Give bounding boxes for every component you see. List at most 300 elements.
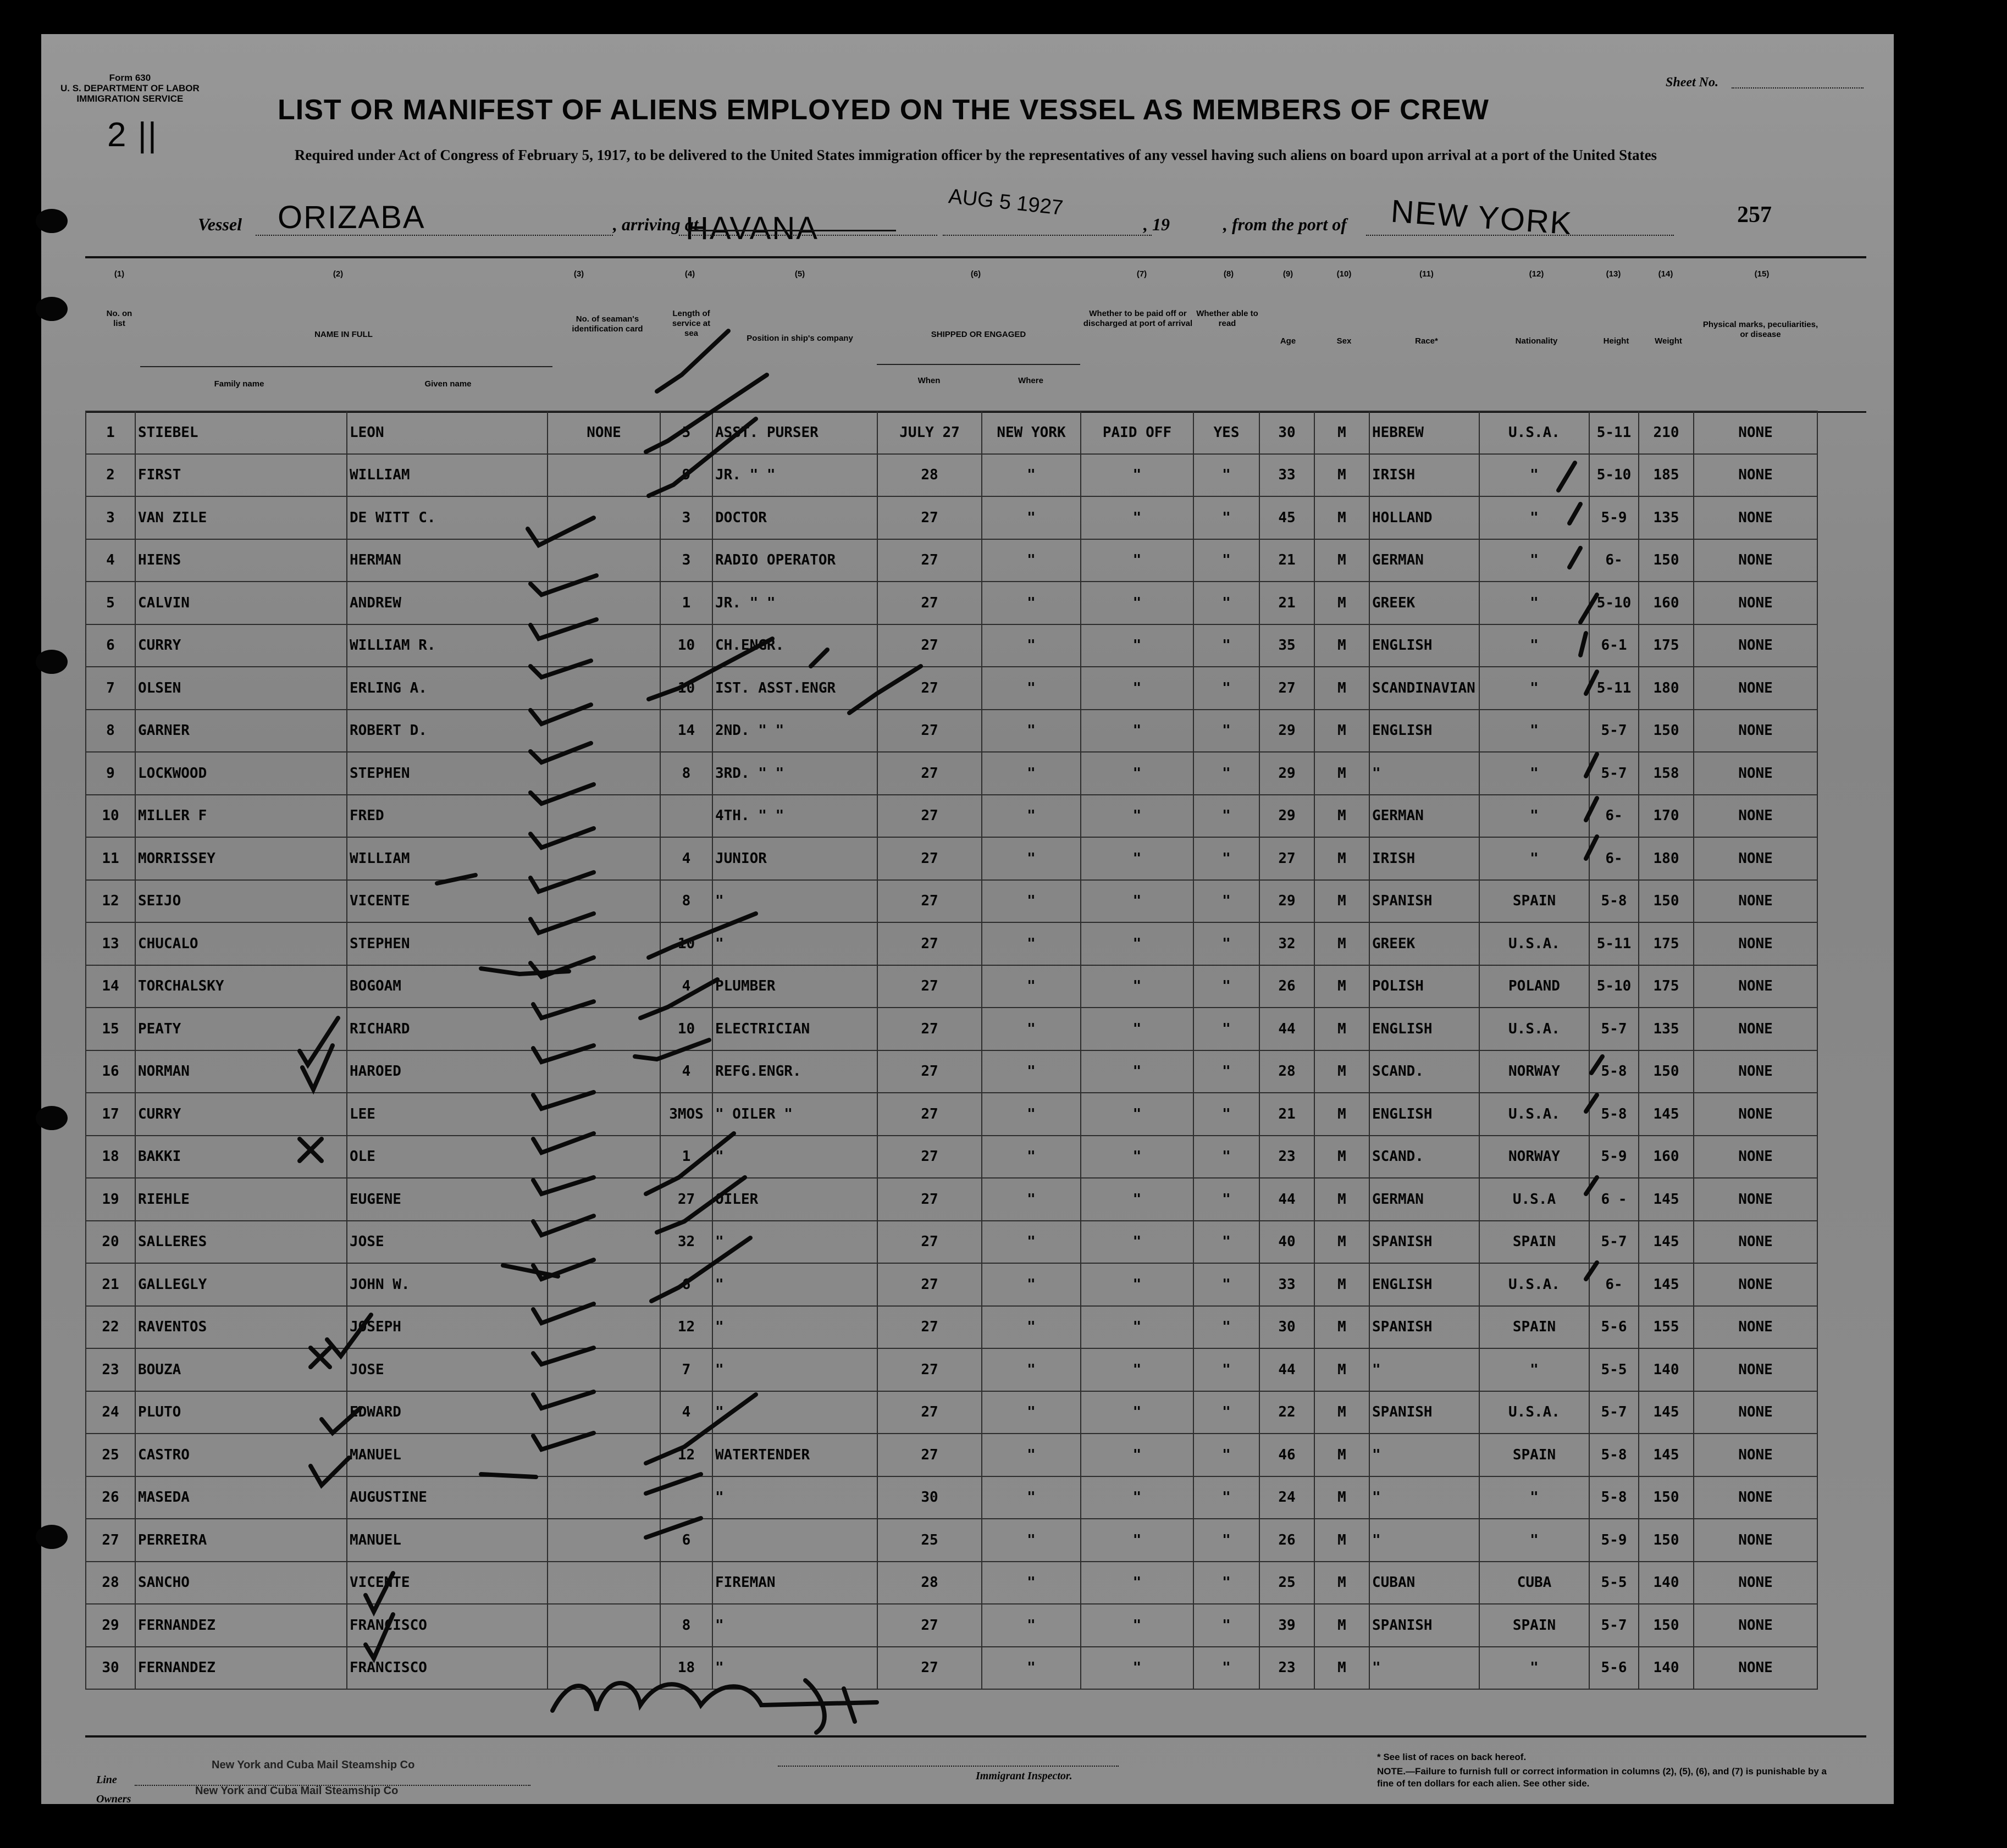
- shipped-where-cell: ": [982, 1519, 1081, 1562]
- family-name-cell: MILLER F: [135, 795, 347, 838]
- page-title: LIST OR MANIFEST OF ALIENS EMPLOYED ON THE VESSEL AS MEMBERS OF CREW: [278, 94, 1489, 126]
- paid-off-cell: ": [1081, 454, 1193, 497]
- physical-marks-cell: NONE: [1694, 1476, 1817, 1519]
- paid-off-cell: ": [1081, 1263, 1193, 1306]
- check-mark: [640, 980, 717, 1018]
- able-to-read-cell: ": [1193, 539, 1259, 582]
- nationality-cell: ": [1479, 1348, 1589, 1391]
- arriving-label: , arriving at: [613, 214, 699, 234]
- weight-cell: 180: [1639, 667, 1694, 710]
- check-mark: [533, 1433, 594, 1449]
- header-id-card: No. of seaman's identification card: [572, 314, 643, 334]
- race-cell: ENGLISH: [1369, 1093, 1479, 1136]
- check-mark: [533, 1392, 594, 1408]
- shipped-when-cell: 27: [877, 1604, 982, 1647]
- given-name-cell: FRANCISCO: [347, 1647, 548, 1690]
- nationality-cell: U.S.A.: [1479, 1263, 1589, 1306]
- sex-cell: M: [1314, 795, 1369, 838]
- row-number-cell: 23: [86, 1348, 135, 1391]
- position-cell: ": [712, 1647, 877, 1690]
- age-cell: 44: [1259, 1008, 1314, 1050]
- position-cell: PLUMBER: [712, 965, 877, 1008]
- service-length-cell: 8: [660, 752, 712, 795]
- race-cell: ENGLISH: [1369, 1263, 1479, 1306]
- weight-cell: 185: [1639, 454, 1694, 497]
- given-name-cell: MANUEL: [347, 1434, 548, 1476]
- header-shipped: SHIPPED OR ENGAGED: [931, 330, 1026, 339]
- shipped-when-cell: 27: [877, 1391, 982, 1434]
- check-mark: [300, 1018, 338, 1065]
- shipped-where-cell: ": [982, 795, 1081, 838]
- shipped-where-cell: NEW YORK: [982, 411, 1081, 454]
- col-number: (7): [1136, 269, 1147, 279]
- row-number-cell: 11: [86, 837, 135, 880]
- physical-marks-cell: NONE: [1694, 411, 1817, 454]
- check-mark: [528, 518, 594, 545]
- position-cell: OILER: [712, 1178, 877, 1221]
- service-length-cell: 10: [660, 667, 712, 710]
- position-cell: ": [712, 1136, 877, 1178]
- weight-cell: 158: [1639, 752, 1694, 795]
- col-number: (11): [1419, 269, 1434, 279]
- weight-cell: 145: [1639, 1093, 1694, 1136]
- service-length-cell: 5: [660, 411, 712, 454]
- age-cell: 39: [1259, 1604, 1314, 1647]
- shipped-when-cell: 27: [877, 1647, 982, 1690]
- shipped-when-cell: 27: [877, 1178, 982, 1221]
- weight-cell: 150: [1639, 1476, 1694, 1519]
- nationality-cell: ": [1479, 624, 1589, 667]
- header-when: When: [917, 376, 941, 385]
- family-name-cell: PEATY: [135, 1008, 347, 1050]
- given-name-cell: WILLIAM: [347, 837, 548, 880]
- given-name-cell: VICENTE: [347, 880, 548, 923]
- service-length-cell: 4: [660, 837, 712, 880]
- check-mark: [1569, 548, 1580, 567]
- header-name-in-full: NAME IN FULL: [314, 330, 373, 339]
- check-mark: [533, 1260, 594, 1279]
- able-to-read-cell: ": [1193, 1263, 1259, 1306]
- vessel-label: Vessel: [198, 214, 242, 234]
- line-label: Line: [96, 1774, 117, 1786]
- given-name-cell: JOSE: [347, 1348, 548, 1391]
- check-mark: [646, 1474, 701, 1493]
- row-number-cell: 4: [86, 539, 135, 582]
- header-service: Length of service at sea: [672, 309, 711, 338]
- able-to-read-cell: ": [1193, 1136, 1259, 1178]
- weight-cell: 160: [1639, 582, 1694, 624]
- given-name-cell: RICHARD: [347, 1008, 548, 1050]
- height-cell: 5-11: [1589, 667, 1639, 710]
- paid-off-cell: ": [1081, 880, 1193, 923]
- race-cell: ": [1369, 752, 1479, 795]
- nationality-cell: U.S.A.: [1479, 1008, 1589, 1050]
- height-cell: 5-9: [1589, 1519, 1639, 1562]
- service-length-cell: 6: [660, 1263, 712, 1306]
- family-name-cell: VAN ZILE: [135, 496, 347, 539]
- service-length-cell: 1: [660, 1136, 712, 1178]
- age-cell: 21: [1259, 1093, 1314, 1136]
- page-subtitle: Required under Act of Congress of February 5, 1917, to be delivered to the United States immigration officer by the representatives of any vessel having such aliens on board upon arrival at a port of the United States: [294, 147, 1657, 163]
- paid-off-cell: ": [1081, 837, 1193, 880]
- service-length-cell: 3: [660, 539, 712, 582]
- check-mark: [322, 1408, 360, 1433]
- row-number-cell: 20: [86, 1221, 135, 1264]
- sex-cell: M: [1314, 411, 1369, 454]
- weight-cell: 145: [1639, 1434, 1694, 1476]
- weight-cell: 140: [1639, 1562, 1694, 1604]
- position-cell: ": [712, 1306, 877, 1349]
- service-length-cell: 12: [660, 1306, 712, 1349]
- family-name-cell: CASTRO: [135, 1434, 347, 1476]
- check-mark: [533, 1002, 594, 1018]
- position-cell: FIREMAN: [712, 1562, 877, 1604]
- shipped-when-cell: 27: [877, 1136, 982, 1178]
- col-number: (1): [114, 269, 125, 279]
- weight-cell: 150: [1639, 539, 1694, 582]
- family-name-cell: HIENS: [135, 539, 347, 582]
- row-number-cell: 25: [86, 1434, 135, 1476]
- able-to-read-cell: ": [1193, 752, 1259, 795]
- family-name-cell: NORMAN: [135, 1050, 347, 1093]
- able-to-read-cell: ": [1193, 710, 1259, 753]
- physical-marks-cell: NONE: [1694, 1348, 1817, 1391]
- race-cell: GREEK: [1369, 582, 1479, 624]
- nationality-cell: SPAIN: [1479, 1306, 1589, 1349]
- family-name-cell: SEIJO: [135, 880, 347, 923]
- sex-cell: M: [1314, 1306, 1369, 1349]
- service-length-cell: 1: [660, 582, 712, 624]
- given-name-cell: LEE: [347, 1093, 548, 1136]
- able-to-read-cell: ": [1193, 1434, 1259, 1476]
- row-number-cell: 9: [86, 752, 135, 795]
- sex-cell: M: [1314, 752, 1369, 795]
- paid-off-cell: ": [1081, 496, 1193, 539]
- physical-marks-cell: NONE: [1694, 1519, 1817, 1562]
- age-cell: 27: [1259, 667, 1314, 710]
- shipped-when-cell: 30: [877, 1476, 982, 1519]
- check-mark: [530, 619, 596, 639]
- position-cell: JUNIOR: [712, 837, 877, 880]
- col-number: (3): [573, 269, 584, 279]
- arriving-port: HAVANA: [685, 211, 819, 246]
- physical-marks-cell: NONE: [1694, 1093, 1817, 1136]
- row-number-cell: 10: [86, 795, 135, 838]
- nationality-cell: SPAIN: [1479, 1434, 1589, 1476]
- able-to-read-cell: ": [1193, 880, 1259, 923]
- position-cell: WATERTENDER: [712, 1434, 877, 1476]
- weight-cell: 175: [1639, 922, 1694, 965]
- service-length-cell: 32: [660, 1221, 712, 1264]
- sex-cell: M: [1314, 667, 1369, 710]
- family-name-cell: CALVIN: [135, 582, 347, 624]
- physical-marks-cell: NONE: [1694, 539, 1817, 582]
- paid-off-cell: ": [1081, 539, 1193, 582]
- age-cell: 45: [1259, 496, 1314, 539]
- check-mark: [1580, 633, 1586, 655]
- family-name-cell: OLSEN: [135, 667, 347, 710]
- check-mark: [1569, 504, 1580, 523]
- family-name-cell: SALLERES: [135, 1221, 347, 1264]
- physical-marks-cell: NONE: [1694, 1434, 1817, 1476]
- paid-off-cell: ": [1081, 1136, 1193, 1178]
- check-mark: [533, 1216, 594, 1235]
- check-mark: [646, 1133, 734, 1194]
- physical-marks-cell: NONE: [1694, 1136, 1817, 1178]
- shipped-when-cell: 28: [877, 1562, 982, 1604]
- family-name-cell: PLUTO: [135, 1391, 347, 1434]
- family-name-cell: STIEBEL: [135, 411, 347, 454]
- race-cell: IRISH: [1369, 837, 1479, 880]
- height-cell: 5-6: [1589, 1306, 1639, 1349]
- age-cell: 44: [1259, 1178, 1314, 1221]
- service-length-cell: 8: [660, 1604, 712, 1647]
- manifest-sheet: [41, 34, 1894, 1804]
- physical-marks-cell: NONE: [1694, 1050, 1817, 1093]
- col-number: (12): [1529, 269, 1544, 279]
- col-number: (8): [1223, 269, 1234, 279]
- check-mark: [533, 1092, 594, 1109]
- sex-cell: M: [1314, 922, 1369, 965]
- check-mark: [1586, 672, 1597, 694]
- paid-off-cell: ": [1081, 1519, 1193, 1562]
- sex-cell: M: [1314, 1604, 1369, 1647]
- given-name-cell: EDWARD: [347, 1391, 548, 1434]
- height-cell: 5-7: [1589, 1391, 1639, 1434]
- col-number: (5): [794, 269, 805, 279]
- nationality-cell: ": [1479, 539, 1589, 582]
- service-length-cell: 8: [660, 880, 712, 923]
- nationality-cell: ": [1479, 837, 1589, 880]
- position-cell: ": [712, 1221, 877, 1264]
- age-cell: 46: [1259, 1434, 1314, 1476]
- sex-cell: M: [1314, 1562, 1369, 1604]
- service-length-cell: 3MOS: [660, 1093, 712, 1136]
- nationality-cell: ": [1479, 582, 1589, 624]
- race-cell: CUBAN: [1369, 1562, 1479, 1604]
- col-number: (14): [1658, 269, 1673, 279]
- given-name-cell: STEPHEN: [347, 752, 548, 795]
- weight-cell: 150: [1639, 1050, 1694, 1093]
- family-name-cell: CURRY: [135, 624, 347, 667]
- check-mark: [530, 784, 594, 804]
- col-number: (9): [1282, 269, 1293, 279]
- weight-cell: 175: [1639, 965, 1694, 1008]
- age-cell: 26: [1259, 1519, 1314, 1562]
- height-cell: 5-9: [1589, 496, 1639, 539]
- paid-off-cell: ": [1081, 752, 1193, 795]
- header-able-to-read: Whether able to read: [1196, 309, 1258, 328]
- given-name-cell: FRED: [347, 795, 548, 838]
- check-mark: [1586, 1095, 1597, 1111]
- weight-cell: 150: [1639, 880, 1694, 923]
- given-name-cell: DE WITT C.: [347, 496, 548, 539]
- check-mark: [530, 743, 591, 762]
- shipped-when-cell: 27: [877, 752, 982, 795]
- check-mark: [503, 1265, 558, 1276]
- family-name-cell: SANCHO: [135, 1562, 347, 1604]
- race-cell: IRISH: [1369, 454, 1479, 497]
- shipped-where-cell: ": [982, 1348, 1081, 1391]
- race-cell: HOLLAND: [1369, 496, 1479, 539]
- nationality-cell: SPAIN: [1479, 880, 1589, 923]
- nationality-cell: CUBA: [1479, 1562, 1589, 1604]
- sex-cell: M: [1314, 837, 1369, 880]
- header-paid-off: Whether to be paid off or discharged at port of arrival: [1083, 309, 1193, 328]
- header-age: Age: [1280, 336, 1296, 346]
- family-name-cell: BAKKI: [135, 1136, 347, 1178]
- race-cell: SCAND.: [1369, 1136, 1479, 1178]
- position-cell: ": [712, 1391, 877, 1434]
- given-name-cell: HERMAN: [347, 539, 548, 582]
- row-number-cell: 29: [86, 1604, 135, 1647]
- weight-cell: 175: [1639, 624, 1694, 667]
- sex-cell: M: [1314, 965, 1369, 1008]
- paid-off-cell: ": [1081, 624, 1193, 667]
- race-cell: POLISH: [1369, 965, 1479, 1008]
- race-cell: ": [1369, 1476, 1479, 1519]
- shipped-where-cell: ": [982, 1008, 1081, 1050]
- able-to-read-cell: ": [1193, 837, 1259, 880]
- family-name-cell: GARNER: [135, 710, 347, 753]
- service-length-cell: 27: [660, 1178, 712, 1221]
- height-cell: 5-7: [1589, 1221, 1639, 1264]
- family-name-cell: MASEDA: [135, 1476, 347, 1519]
- paid-off-cell: PAID OFF: [1081, 411, 1193, 454]
- shipped-where-cell: ": [982, 1391, 1081, 1434]
- family-name-cell: CHUCALO: [135, 922, 347, 965]
- height-cell: 6-: [1589, 795, 1639, 838]
- paid-off-cell: ": [1081, 1391, 1193, 1434]
- nationality-cell: U.S.A: [1479, 1178, 1589, 1221]
- check-mark: [533, 1045, 594, 1062]
- height-cell: 6-1: [1589, 624, 1639, 667]
- check-mark: [530, 914, 594, 933]
- row-number-cell: 19: [86, 1178, 135, 1221]
- family-name-cell: FIRST: [135, 454, 347, 497]
- nationality-cell: ": [1479, 1476, 1589, 1519]
- weight-cell: 160: [1639, 1136, 1694, 1178]
- race-cell: ENGLISH: [1369, 710, 1479, 753]
- service-length-cell: 12: [660, 1434, 712, 1476]
- service-length-cell: 4: [660, 1050, 712, 1093]
- shipped-when-cell: JULY 27: [877, 411, 982, 454]
- height-cell: 6-: [1589, 1263, 1639, 1306]
- check-mark: [366, 1573, 393, 1612]
- height-cell: 5-7: [1589, 1008, 1639, 1050]
- able-to-read-cell: ": [1193, 1391, 1259, 1434]
- check-mark: [657, 1177, 745, 1232]
- check-mark: [635, 1040, 709, 1059]
- check-mark: [437, 875, 476, 883]
- check-mark: [311, 1458, 349, 1485]
- family-name-cell: RIEHLE: [135, 1178, 347, 1221]
- height-cell: 5-7: [1589, 710, 1639, 753]
- sex-cell: M: [1314, 1221, 1369, 1264]
- nationality-cell: U.S.A.: [1479, 922, 1589, 965]
- service-length-cell: 4: [660, 965, 712, 1008]
- sheet-number-label: Sheet No.: [1666, 75, 1718, 90]
- age-cell: 21: [1259, 582, 1314, 624]
- header-weight: Weight: [1655, 336, 1682, 346]
- given-name-cell: ANDREW: [347, 582, 548, 624]
- col-number: (4): [684, 269, 695, 279]
- weight-cell: 135: [1639, 1008, 1694, 1050]
- height-cell: 5-7: [1589, 752, 1639, 795]
- height-cell: 5-8: [1589, 1050, 1639, 1093]
- physical-marks-cell: NONE: [1694, 837, 1817, 880]
- position-cell: ": [712, 1263, 877, 1306]
- header-no-on-list: No. on list: [106, 309, 132, 328]
- sex-cell: M: [1314, 1348, 1369, 1391]
- race-cell: SPANISH: [1369, 1306, 1479, 1349]
- paid-off-cell: ": [1081, 1348, 1193, 1391]
- able-to-read-cell: ": [1193, 1348, 1259, 1391]
- height-cell: 5-8: [1589, 880, 1639, 923]
- header-given-name: Given name: [424, 379, 472, 389]
- able-to-read-cell: ": [1193, 1562, 1259, 1604]
- sex-cell: M: [1314, 1050, 1369, 1093]
- given-name-cell: EUGENE: [347, 1178, 548, 1221]
- position-cell: " OILER ": [712, 1093, 877, 1136]
- weight-cell: 140: [1639, 1647, 1694, 1690]
- nationality-cell: ": [1479, 1519, 1589, 1562]
- race-cell: SCANDINAVIAN: [1369, 667, 1479, 710]
- paid-off-cell: ": [1081, 1476, 1193, 1519]
- check-mark: [649, 419, 756, 496]
- family-name-cell: LOCKWOOD: [135, 752, 347, 795]
- shipped-when-cell: 27: [877, 1434, 982, 1476]
- check-mark: [1586, 837, 1597, 859]
- weight-cell: 150: [1639, 1519, 1694, 1562]
- service-length-cell: 3: [660, 496, 712, 539]
- physical-marks-cell: NONE: [1694, 1306, 1817, 1349]
- age-cell: 29: [1259, 710, 1314, 753]
- sex-cell: M: [1314, 582, 1369, 624]
- list-number: 257: [1737, 202, 1772, 228]
- weight-cell: 150: [1639, 710, 1694, 753]
- shipped-when-cell: 27: [877, 880, 982, 923]
- race-cell: SPANISH: [1369, 880, 1479, 923]
- sex-cell: M: [1314, 1476, 1369, 1519]
- shipped-where-cell: ": [982, 1093, 1081, 1136]
- age-cell: 29: [1259, 795, 1314, 838]
- check-mark: [366, 1614, 393, 1658]
- row-number-cell: 5: [86, 582, 135, 624]
- able-to-read-cell: ": [1193, 1604, 1259, 1647]
- position-cell: RADIO OPERATOR: [712, 539, 877, 582]
- sex-cell: M: [1314, 1093, 1369, 1136]
- family-name-cell: GALLEGLY: [135, 1263, 347, 1306]
- check-mark: [533, 1304, 594, 1323]
- height-cell: 6 -: [1589, 1178, 1639, 1221]
- shipped-where-cell: ": [982, 1562, 1081, 1604]
- shipped-when-cell: 25: [877, 1519, 982, 1562]
- physical-marks-cell: NONE: [1694, 624, 1817, 667]
- service-length-cell: 10: [660, 922, 712, 965]
- weight-cell: 170: [1639, 795, 1694, 838]
- race-cell: SPANISH: [1369, 1221, 1479, 1264]
- position-cell: ": [712, 1604, 877, 1647]
- able-to-read-cell: ": [1193, 795, 1259, 838]
- sex-cell: M: [1314, 496, 1369, 539]
- shipped-where-cell: ": [982, 624, 1081, 667]
- able-to-read-cell: ": [1193, 1050, 1259, 1093]
- shipped-when-cell: 27: [877, 922, 982, 965]
- sex-cell: M: [1314, 1391, 1369, 1434]
- weight-cell: 145: [1639, 1178, 1694, 1221]
- paid-off-cell: ": [1081, 582, 1193, 624]
